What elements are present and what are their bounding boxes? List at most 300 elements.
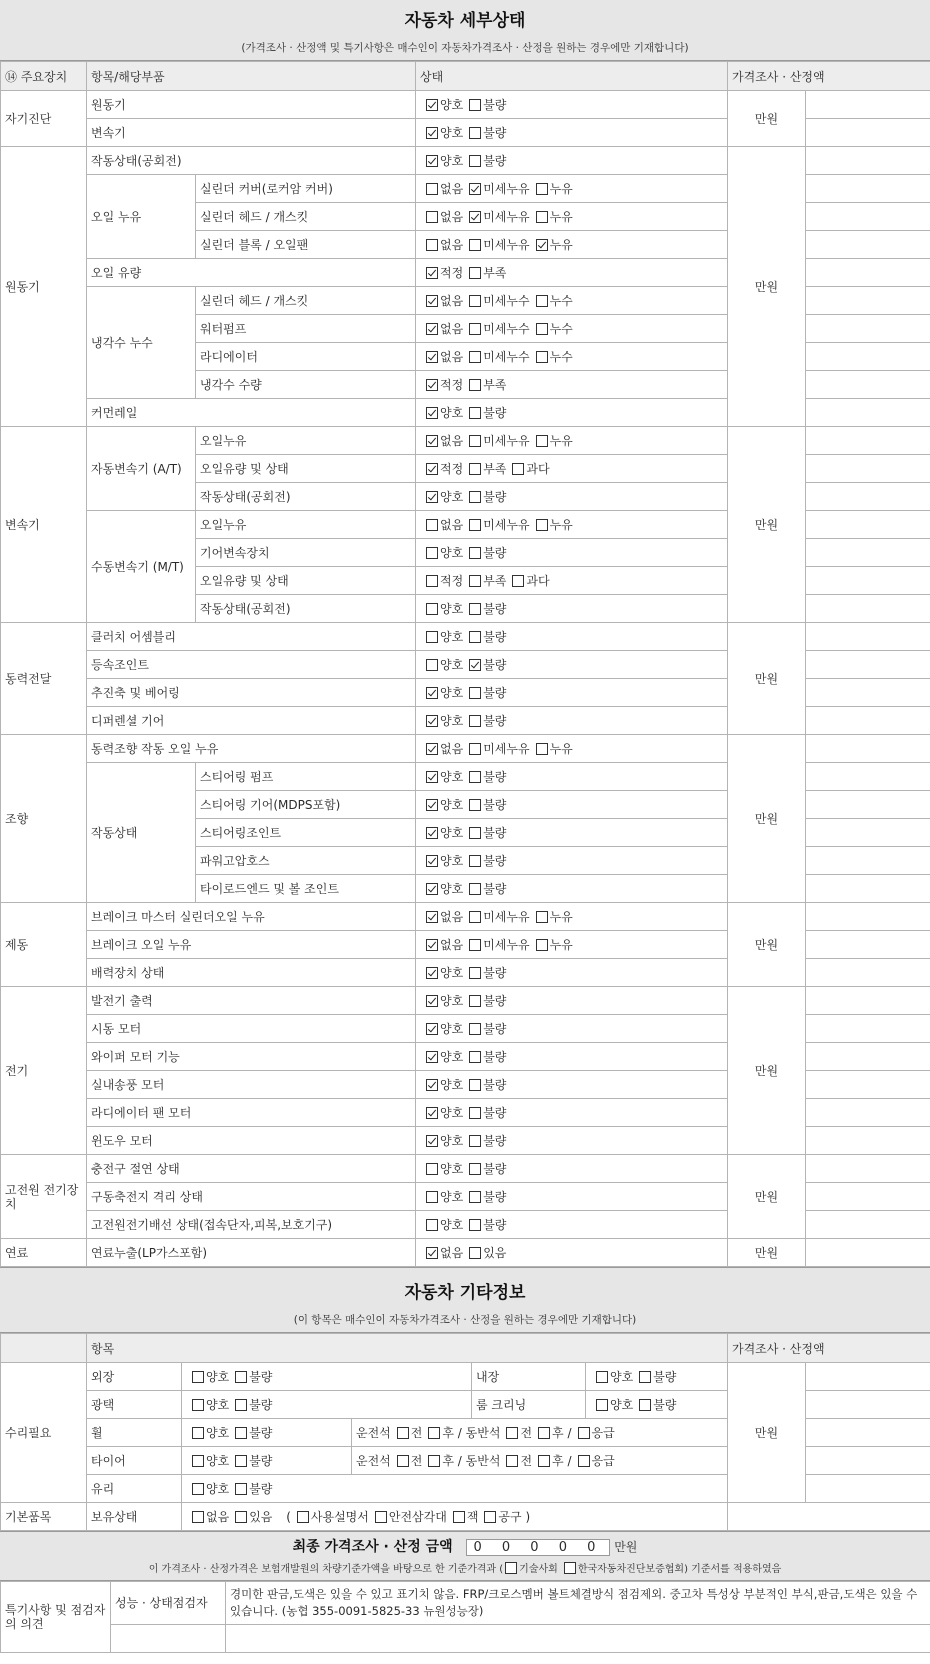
- item-label: 작동상태(공회전): [196, 595, 416, 623]
- other-info-table: [0, 1333, 930, 1531]
- state-cell: 없음 미세누유 누유: [416, 427, 728, 455]
- item-label: 커먼레일: [87, 399, 416, 427]
- checkbox[interactable]: [536, 239, 548, 251]
- position-cell: 운전석 전 후 / 동반석 전 후 / 응급: [352, 1447, 728, 1475]
- checkbox[interactable]: [639, 1399, 651, 1411]
- checkbox[interactable]: [469, 155, 481, 167]
- checkbox[interactable]: [426, 211, 438, 223]
- checkbox[interactable]: [426, 1079, 438, 1091]
- checkbox[interactable]: [192, 1483, 204, 1495]
- checkbox[interactable]: [469, 771, 481, 783]
- amount-input[interactable]: [806, 399, 930, 427]
- checkbox[interactable]: [426, 379, 438, 391]
- checkbox[interactable]: [426, 575, 438, 587]
- subgroup-label: 작동상태: [87, 763, 196, 903]
- checkbox[interactable]: [469, 995, 481, 1007]
- state-cell: 없음 미세누수 누수: [416, 315, 728, 343]
- blank-cell: [728, 1503, 930, 1531]
- checkbox[interactable]: [192, 1371, 204, 1383]
- section1-subtitle: (가격조사 · 산정액 및 특기사항은 매수인이 자동차가격조사 · 산정을 원하는 경우에만 기재합니다): [241, 42, 689, 54]
- checkbox[interactable]: [469, 659, 481, 671]
- amount-input[interactable]: [806, 1127, 930, 1155]
- item-label: 고전원전기배선 상태(접속단자,피복,보호기구): [87, 1211, 416, 1239]
- checkbox[interactable]: [564, 1562, 576, 1574]
- amount-input[interactable]: [806, 903, 930, 931]
- item-label: 충전구 절연 상태: [87, 1155, 416, 1183]
- item-label: 작동상태(공회전): [87, 147, 416, 175]
- checkbox[interactable]: [505, 1562, 517, 1574]
- state-cell: 양호 불량: [416, 1211, 728, 1239]
- amount-input[interactable]: [806, 315, 930, 343]
- checkbox[interactable]: [235, 1399, 247, 1411]
- checkbox[interactable]: [469, 883, 481, 895]
- table-row: [1, 623, 930, 651]
- checkbox[interactable]: [469, 323, 481, 335]
- item-label: 실린더 헤드 / 개스킷: [196, 287, 416, 315]
- amount-unit: 만원: [728, 1363, 806, 1503]
- subgroup-label: 오일 누유: [87, 175, 196, 259]
- item-label: 타이어: [87, 1447, 182, 1475]
- table-row: [1, 987, 930, 1015]
- state-cell: 양호 불량: [182, 1363, 472, 1391]
- blank-cell: [111, 1625, 226, 1653]
- amount-input[interactable]: [806, 91, 930, 119]
- checkbox[interactable]: [426, 99, 438, 111]
- section2-title: 자동차 기타정보: [404, 1283, 526, 1303]
- item-label: 라디에이터: [196, 343, 416, 371]
- checkbox[interactable]: [469, 939, 481, 951]
- checkbox[interactable]: [397, 1427, 409, 1439]
- amount-input[interactable]: [806, 371, 930, 399]
- checkbox[interactable]: [536, 435, 548, 447]
- table-row: [1, 91, 930, 119]
- checkbox[interactable]: [426, 547, 438, 559]
- checkbox[interactable]: [536, 939, 548, 951]
- section2-subtitle: (이 항목은 매수인이 자동차가격조사 · 산정을 원하는 경우에만 기재합니다): [293, 1314, 637, 1326]
- amount-input[interactable]: [806, 875, 930, 903]
- amount-input[interactable]: [806, 231, 930, 259]
- state-cell: 양호 불량: [416, 483, 728, 511]
- checkbox[interactable]: [235, 1483, 247, 1495]
- checkbox[interactable]: [426, 771, 438, 783]
- amount-input[interactable]: [806, 511, 930, 539]
- amount-input[interactable]: [806, 1155, 930, 1183]
- item-label: 추진축 및 베어링: [87, 679, 416, 707]
- checkbox[interactable]: [469, 687, 481, 699]
- item-label: 윈도우 모터: [87, 1127, 416, 1155]
- item-label: 오일누유: [196, 511, 416, 539]
- state-cell: 양호 불량: [416, 1099, 728, 1127]
- checkbox[interactable]: [426, 323, 438, 335]
- item-label: 원동기: [87, 91, 416, 119]
- state-cell: 양호 불량: [416, 819, 728, 847]
- item-label: 오일유량 및 상태: [196, 567, 416, 595]
- state-cell: 양호 불량: [416, 791, 728, 819]
- checkbox[interactable]: [469, 911, 481, 923]
- checkbox[interactable]: [426, 407, 438, 419]
- group-label: 동력전달: [1, 623, 87, 735]
- checkbox[interactable]: [453, 1511, 465, 1523]
- checkbox[interactable]: [469, 239, 481, 251]
- amount-input[interactable]: [806, 1211, 930, 1239]
- checkbox[interactable]: [469, 967, 481, 979]
- amount-input[interactable]: [806, 1363, 930, 1391]
- state-cell: 없음 미세누수 누수: [416, 287, 728, 315]
- checkbox[interactable]: [469, 491, 481, 503]
- state-cell: 없음 있음 ( 사용설명서 안전삼각대 잭 공구 ): [182, 1503, 728, 1531]
- col-header-item: 항목: [87, 1334, 728, 1363]
- checkbox[interactable]: [426, 463, 438, 475]
- item-label: 클러치 어셈블리: [87, 623, 416, 651]
- amount-input[interactable]: [806, 567, 930, 595]
- final-amount[interactable]: 0 0 0 0 0: [466, 1539, 610, 1556]
- table-row: [1, 427, 930, 455]
- item-label: 실린더 블록 / 오일팬: [196, 231, 416, 259]
- col-header-item: 항목/해당부품: [87, 62, 416, 91]
- amount-unit: 만원: [728, 427, 806, 623]
- checkbox[interactable]: [469, 435, 481, 447]
- checkbox[interactable]: [469, 827, 481, 839]
- checkbox[interactable]: [469, 547, 481, 559]
- group-label: 전기: [1, 987, 87, 1155]
- subgroup-label: 자동변속기 (A/T): [87, 427, 196, 511]
- item-label: 오일누유: [196, 427, 416, 455]
- checkbox[interactable]: [426, 743, 438, 755]
- amount-input[interactable]: [806, 175, 930, 203]
- state-cell: 없음 미세누유 누유: [416, 735, 728, 763]
- remarks-label: 특기사항 및 점검자의 의견: [1, 1582, 111, 1653]
- checkbox[interactable]: [426, 155, 438, 167]
- amount-input[interactable]: [806, 931, 930, 959]
- checkbox[interactable]: [397, 1455, 409, 1467]
- checkbox[interactable]: [469, 295, 481, 307]
- checkbox[interactable]: [426, 1219, 438, 1231]
- item-label: 실린더 커버(로커암 커버): [196, 175, 416, 203]
- amount-input[interactable]: [806, 735, 930, 763]
- checkbox[interactable]: [536, 295, 548, 307]
- checkbox[interactable]: [469, 1163, 481, 1175]
- amount-unit: 만원: [728, 903, 806, 987]
- section1-header: [0, 0, 930, 61]
- item-label: 브레이크 마스터 실린더오일 누유: [87, 903, 416, 931]
- group-label: 수리필요: [1, 1363, 87, 1503]
- amount-input[interactable]: [806, 259, 930, 287]
- checkbox[interactable]: [426, 659, 438, 671]
- checkbox[interactable]: [426, 911, 438, 923]
- header-row: [1, 1334, 930, 1363]
- table-row: [1, 1363, 930, 1391]
- checkbox[interactable]: [469, 407, 481, 419]
- checkbox[interactable]: [426, 1107, 438, 1119]
- state-cell: 양호 불량: [416, 399, 728, 427]
- section2-header: [0, 1267, 930, 1333]
- amount-input[interactable]: [806, 203, 930, 231]
- checkbox[interactable]: [469, 855, 481, 867]
- group-label: 변속기: [1, 427, 87, 623]
- checkbox[interactable]: [426, 939, 438, 951]
- checkbox[interactable]: [538, 1427, 550, 1439]
- checkbox[interactable]: [484, 1511, 496, 1523]
- item-label: 보유상태: [87, 1503, 182, 1531]
- state-cell: 적정 부족: [416, 259, 728, 287]
- checkbox[interactable]: [512, 463, 524, 475]
- amount-input[interactable]: [806, 483, 930, 511]
- checkbox[interactable]: [469, 127, 481, 139]
- amount-input[interactable]: [806, 147, 930, 175]
- amount-input[interactable]: [806, 623, 930, 651]
- amount-input[interactable]: [806, 679, 930, 707]
- checkbox[interactable]: [426, 183, 438, 195]
- state-cell: 양호 불량: [416, 763, 728, 791]
- checkbox[interactable]: [426, 239, 438, 251]
- amount-input[interactable]: [806, 1043, 930, 1071]
- checkbox[interactable]: [426, 295, 438, 307]
- item-label: 작동상태(공회전): [196, 483, 416, 511]
- checkbox[interactable]: [512, 575, 524, 587]
- state-cell: 양호 불량: [182, 1419, 352, 1447]
- final-note: 이 가격조사 · 산정가격은 보험개발원의 차량기준가액을 바탕으로 한 기준가격과 ( 기술사회 한국자동차진단보증협회) 기준서를 적용하였음: [148, 1564, 782, 1575]
- col-header-price: 가격조사 · 산정액: [728, 62, 930, 91]
- checkbox[interactable]: [469, 379, 481, 391]
- amount-input[interactable]: [806, 987, 930, 1015]
- checkbox[interactable]: [469, 1247, 481, 1259]
- checkbox[interactable]: [469, 1051, 481, 1063]
- checkbox[interactable]: [426, 267, 438, 279]
- checkbox[interactable]: [426, 1247, 438, 1259]
- amount-unit: 만원: [728, 623, 806, 735]
- checkbox[interactable]: [578, 1427, 590, 1439]
- item-label: 시동 모터: [87, 1015, 416, 1043]
- checkbox[interactable]: [536, 519, 548, 531]
- checkbox[interactable]: [235, 1427, 247, 1439]
- checkbox[interactable]: [469, 351, 481, 363]
- item-label: 발전기 출력: [87, 987, 416, 1015]
- amount-input[interactable]: [806, 1391, 930, 1419]
- checkbox[interactable]: [192, 1511, 204, 1523]
- amount-input[interactable]: [806, 819, 930, 847]
- amount-input[interactable]: [806, 455, 930, 483]
- checkbox[interactable]: [297, 1511, 309, 1523]
- checkbox[interactable]: [235, 1455, 247, 1467]
- item-label: 실린더 헤드 / 개스킷: [196, 203, 416, 231]
- checkbox[interactable]: [469, 1079, 481, 1091]
- amount-unit: 만원: [728, 1239, 806, 1267]
- item-label: 디퍼렌셜 기어: [87, 707, 416, 735]
- amount-input[interactable]: [806, 1447, 930, 1475]
- item-label: 등속조인트: [87, 651, 416, 679]
- checkbox[interactable]: [536, 911, 548, 923]
- amount-unit: 만원: [728, 147, 806, 427]
- checkbox[interactable]: [506, 1455, 518, 1467]
- checkbox[interactable]: [538, 1455, 550, 1467]
- state-cell: 없음 미세누유 누유: [416, 203, 728, 231]
- amount-input[interactable]: [806, 1475, 930, 1503]
- item-label: 룸 크리닝: [472, 1391, 586, 1419]
- state-cell: 양호 불량: [416, 1183, 728, 1211]
- group-label: 연료: [1, 1239, 87, 1267]
- item-label: 워터펌프: [196, 315, 416, 343]
- item-label: 외장: [87, 1363, 182, 1391]
- checkbox[interactable]: [469, 575, 481, 587]
- amount-input[interactable]: [806, 119, 930, 147]
- final-price-band: [0, 1531, 930, 1581]
- checkbox[interactable]: [426, 967, 438, 979]
- amount-input[interactable]: [806, 1015, 930, 1043]
- checkbox[interactable]: [639, 1371, 651, 1383]
- amount-input[interactable]: [806, 1183, 930, 1211]
- col-header-price: 가격조사 · 산정액: [728, 1334, 930, 1363]
- table-row: [1, 1582, 930, 1625]
- amount-unit: 만원: [728, 735, 806, 903]
- checkbox[interactable]: [426, 715, 438, 727]
- checkbox[interactable]: [469, 183, 481, 195]
- subgroup-label: 냉각수 누수: [87, 287, 196, 399]
- checkbox[interactable]: [426, 519, 438, 531]
- checkbox[interactable]: [426, 1135, 438, 1147]
- state-cell: 적정 부족: [416, 371, 728, 399]
- item-label: 배력장치 상태: [87, 959, 416, 987]
- checkbox[interactable]: [596, 1371, 608, 1383]
- state-cell: 없음 있음: [416, 1239, 728, 1267]
- amount-input[interactable]: [806, 343, 930, 371]
- item-label: 유리: [87, 1475, 182, 1503]
- checkbox[interactable]: [469, 715, 481, 727]
- amount-input[interactable]: [806, 287, 930, 315]
- checkbox[interactable]: [426, 1051, 438, 1063]
- col-header-blank: [1, 1334, 87, 1363]
- state-cell: 양호 불량: [416, 679, 728, 707]
- header-row: [1, 62, 930, 91]
- state-cell: 없음 미세누수 누수: [416, 343, 728, 371]
- checkbox[interactable]: [506, 1427, 518, 1439]
- amount-input[interactable]: [806, 847, 930, 875]
- checkbox[interactable]: [536, 351, 548, 363]
- amount-input[interactable]: [806, 763, 930, 791]
- item-label: 와이퍼 모터 기능: [87, 1043, 416, 1071]
- amount-input[interactable]: [806, 1239, 930, 1267]
- checkbox[interactable]: [375, 1511, 387, 1523]
- checkbox[interactable]: [428, 1455, 440, 1467]
- checkbox[interactable]: [536, 211, 548, 223]
- item-label: 라디에이터 팬 모터: [87, 1099, 416, 1127]
- checkbox[interactable]: [469, 743, 481, 755]
- group-label: 조향: [1, 735, 87, 903]
- checkbox[interactable]: [426, 603, 438, 615]
- checkbox[interactable]: [426, 127, 438, 139]
- checkbox[interactable]: [469, 519, 481, 531]
- amount-input[interactable]: [806, 1099, 930, 1127]
- checkbox[interactable]: [469, 1219, 481, 1231]
- checkbox[interactable]: [192, 1427, 204, 1439]
- checkbox[interactable]: [469, 1023, 481, 1035]
- group-label: 기본품목: [1, 1503, 87, 1531]
- state-cell: 양호 불량: [416, 1043, 728, 1071]
- checkbox[interactable]: [469, 1191, 481, 1203]
- checkbox[interactable]: [426, 1191, 438, 1203]
- state-cell: 양호 불량: [416, 539, 728, 567]
- amount-input[interactable]: [806, 1419, 930, 1447]
- checkbox[interactable]: [426, 491, 438, 503]
- section1-title: 자동차 세부상태: [404, 11, 526, 31]
- table-row: [1, 735, 930, 763]
- state-cell: 양호 불량: [416, 595, 728, 623]
- subgroup-label: 수동변속기 (M/T): [87, 511, 196, 623]
- amount-input[interactable]: [806, 539, 930, 567]
- state-cell: 양호 불량: [416, 847, 728, 875]
- table-row: [1, 1155, 930, 1183]
- checkbox[interactable]: [235, 1511, 247, 1523]
- checkbox[interactable]: [426, 1023, 438, 1035]
- checkbox[interactable]: [536, 743, 548, 755]
- checkbox[interactable]: [426, 631, 438, 643]
- item-label: 오일 유량: [87, 259, 416, 287]
- amount-input[interactable]: [806, 1071, 930, 1099]
- checkbox[interactable]: [536, 183, 548, 195]
- checkbox[interactable]: [469, 99, 481, 111]
- state-cell: 양호 불량: [416, 651, 728, 679]
- amount-input[interactable]: [806, 427, 930, 455]
- amount-input[interactable]: [806, 651, 930, 679]
- checkbox[interactable]: [235, 1371, 247, 1383]
- checkbox[interactable]: [428, 1427, 440, 1439]
- col-header-state: 상태: [416, 62, 728, 91]
- checkbox[interactable]: [469, 799, 481, 811]
- checkbox[interactable]: [469, 631, 481, 643]
- checkbox[interactable]: [426, 799, 438, 811]
- checkbox[interactable]: [469, 1107, 481, 1119]
- checkbox[interactable]: [469, 603, 481, 615]
- amount-input[interactable]: [806, 959, 930, 987]
- state-cell: 없음 미세누유 누유: [416, 903, 728, 931]
- final-unit: 만원: [614, 1540, 638, 1554]
- checkbox[interactable]: [192, 1455, 204, 1467]
- checkbox[interactable]: [596, 1399, 608, 1411]
- checkbox[interactable]: [469, 211, 481, 223]
- state-cell: 양호 불량: [416, 147, 728, 175]
- item-label: 브레이크 오일 누유: [87, 931, 416, 959]
- item-label: 내장: [472, 1363, 586, 1391]
- amount-input[interactable]: [806, 791, 930, 819]
- checkbox[interactable]: [426, 827, 438, 839]
- checkbox[interactable]: [426, 687, 438, 699]
- checkbox[interactable]: [469, 267, 481, 279]
- state-cell: 양호 불량: [416, 987, 728, 1015]
- checkbox[interactable]: [426, 883, 438, 895]
- checkbox[interactable]: [192, 1399, 204, 1411]
- checkbox[interactable]: [469, 463, 481, 475]
- state-cell: 양호 불량: [416, 1155, 728, 1183]
- state-cell: 양호 불량: [416, 1015, 728, 1043]
- amount-input[interactable]: [806, 707, 930, 735]
- checkbox[interactable]: [426, 995, 438, 1007]
- table-row: [1, 1503, 930, 1531]
- checkbox[interactable]: [426, 855, 438, 867]
- checkbox[interactable]: [578, 1455, 590, 1467]
- state-cell: 양호 불량: [416, 91, 728, 119]
- group-label: 원동기: [1, 147, 87, 427]
- checkbox[interactable]: [469, 1135, 481, 1147]
- checkbox[interactable]: [536, 323, 548, 335]
- item-label: 동력조향 작동 오일 누유: [87, 735, 416, 763]
- item-label: 오일유량 및 상태: [196, 455, 416, 483]
- position-cell: 운전석 전 후 / 동반석 전 후 / 응급: [352, 1419, 728, 1447]
- amount-input[interactable]: [806, 595, 930, 623]
- checkbox[interactable]: [426, 1163, 438, 1175]
- amount-unit: 만원: [728, 987, 806, 1155]
- item-label: 연료누출(LP가스포함): [87, 1239, 416, 1267]
- checkbox[interactable]: [426, 351, 438, 363]
- checkbox[interactable]: [426, 435, 438, 447]
